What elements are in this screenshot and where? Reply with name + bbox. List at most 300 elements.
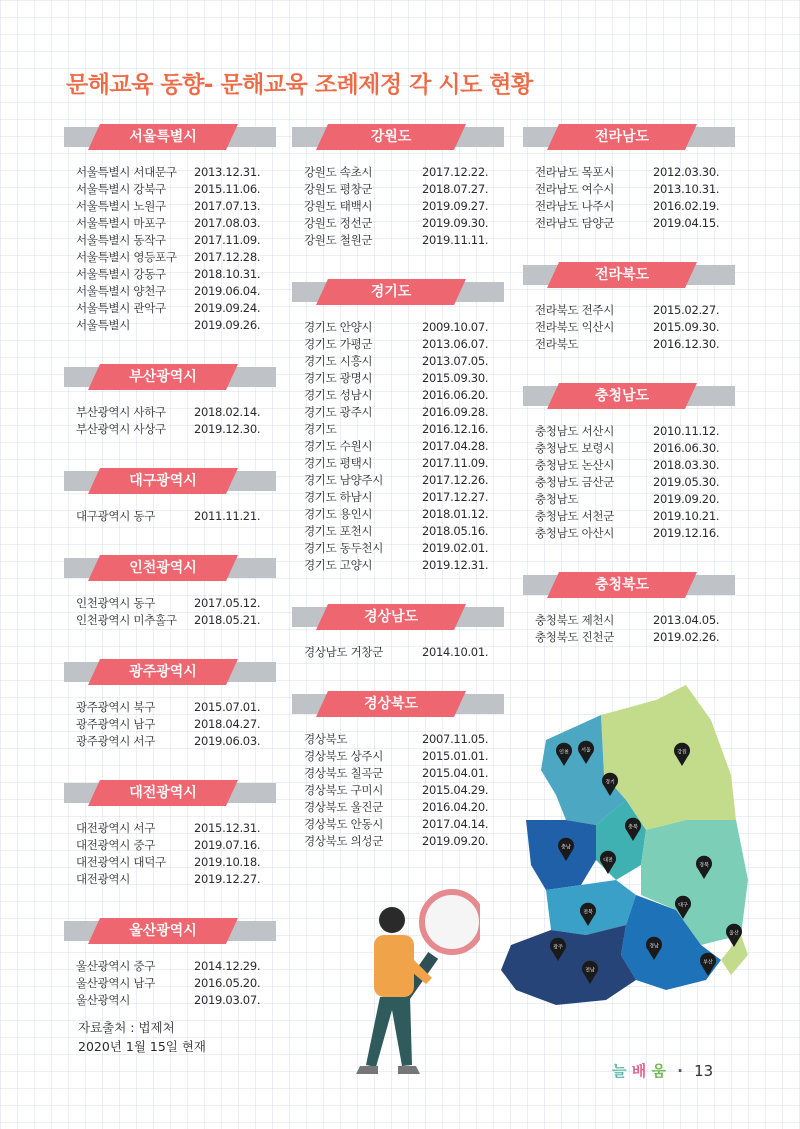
ordinance-date: 2016.06.20.: [422, 388, 489, 402]
ordinance-row: [304, 731, 504, 748]
ordinance-row: [535, 319, 735, 336]
ordinance-place: 강원도 평창군: [304, 182, 373, 196]
ordinance-date: 2015.09.30.: [422, 371, 489, 385]
ordinance-row: [304, 765, 504, 782]
region-name: 전라남도: [594, 129, 650, 145]
region-header: [523, 572, 735, 598]
source-line: 자료출처 : 법제처: [78, 1020, 175, 1035]
ordinance-place: 충청남도 서산시: [535, 424, 615, 438]
ordinance-row: [304, 232, 504, 249]
ordinance-date: 2013.10.31.: [653, 182, 720, 196]
ordinance-date: 2014.12.29.: [194, 959, 261, 973]
map-pin-label: 광주: [553, 944, 563, 951]
ordinance-place: 경기도 가평군: [304, 337, 373, 351]
ordinance-place: 경기도 동두천시: [304, 541, 384, 555]
ordinance-list: [64, 699, 276, 750]
region-column-2: [292, 124, 504, 850]
ordinance-row: [304, 319, 504, 336]
ordinance-date: 2015.07.01.: [194, 700, 261, 714]
ordinance-date: 2015.01.01.: [422, 749, 489, 763]
region-name: 인천광역시: [129, 560, 197, 576]
ordinance-date: 2018.04.27.: [194, 717, 261, 731]
ordinance-row: [76, 164, 276, 181]
ordinance-date: 2019.06.03.: [194, 734, 261, 748]
ordinance-date: 2019.05.30.: [653, 475, 720, 489]
ordinance-row: [304, 748, 504, 765]
ordinance-date: 2019.10.21.: [653, 509, 720, 523]
ordinance-row: [304, 540, 504, 557]
ordinance-list: [64, 164, 276, 334]
ordinance-place: 서울특별시 동작구: [76, 233, 166, 247]
ordinance-row: [304, 215, 504, 232]
ordinance-place: 경상북도 안동시: [304, 817, 384, 831]
ordinance-place: 강원도 태백시: [304, 199, 373, 213]
ordinance-row: [304, 198, 504, 215]
ordinance-list: [523, 302, 735, 353]
person-with-magnifier-illustration: [340, 880, 480, 1090]
ordinance-place: 강원도 정선군: [304, 216, 373, 230]
ordinance-place: 경상북도 상주시: [304, 749, 384, 763]
ordinance-row: [76, 992, 276, 1009]
ordinance-row: [535, 336, 735, 353]
ordinance-row: [76, 404, 276, 421]
ordinance-row: [304, 782, 504, 799]
region-header: [292, 604, 504, 630]
ordinance-row: [535, 181, 735, 198]
footer-brand-char-3: 움: [651, 1062, 666, 1080]
ordinance-place: 대전광역시: [76, 872, 131, 886]
ordinance-place: 경기도 평택시: [304, 456, 373, 470]
ordinance-place: 전라남도 담양군: [535, 216, 615, 230]
page-title: 문해교육 동향- 문해교육 조례제정 각 시도 현황: [66, 72, 533, 98]
person-head: [379, 907, 405, 933]
ordinance-list: [523, 164, 735, 232]
page-number: 13: [694, 1062, 714, 1080]
ordinance-place: 경기도 시흥시: [304, 354, 373, 368]
ordinance-place: 서울특별시 강북구: [76, 182, 166, 196]
ordinance-date: 2019.06.04.: [194, 284, 261, 298]
ordinance-row: [304, 370, 504, 387]
region-block: [523, 262, 735, 353]
ordinance-place: 인천광역시 미추홀구: [76, 613, 177, 627]
ordinance-place: 인천광역시 동구: [76, 596, 156, 610]
ordinance-date: 2018.10.31.: [194, 267, 261, 281]
ordinance-row: [535, 198, 735, 215]
region-header: [292, 691, 504, 717]
ordinance-place: 충청남도 서천군: [535, 509, 615, 523]
ordinance-row: [304, 353, 504, 370]
region-name: 광주광역시: [129, 664, 197, 680]
ordinance-place: 경기도 광주시: [304, 405, 373, 419]
map-pin-label: 부산: [703, 959, 713, 966]
ordinance-place: 서울특별시 영등포구: [76, 250, 177, 264]
region-name: 충청북도: [594, 577, 650, 593]
map-pin-label: 대전: [603, 857, 613, 864]
ordinance-row: [76, 283, 276, 300]
ordinance-list: [64, 404, 276, 438]
map-pin-label: 대구: [678, 902, 688, 909]
ordinance-date: 2018.01.12.: [422, 507, 489, 521]
ordinance-place: 충청남도: [535, 492, 579, 506]
ordinance-place: 경기도 남양주시: [304, 473, 384, 487]
korea-map: [486, 680, 766, 1020]
ordinance-date: 2017.12.27.: [422, 490, 489, 504]
ordinance-row: [76, 232, 276, 249]
ordinance-date: 2019.09.24.: [194, 301, 261, 315]
map-pin-label: 강원: [677, 749, 687, 756]
footer-brand-char-1: 늘: [612, 1062, 627, 1080]
ordinance-date: 2017.12.28.: [194, 250, 261, 264]
ordinance-place: 전라남도 나주시: [535, 199, 615, 213]
region-header: [64, 918, 276, 944]
ordinance-row: [304, 421, 504, 438]
region-block: [292, 604, 504, 661]
ordinance-date: 2016.09.28.: [422, 405, 489, 419]
ordinance-date: 2019.10.18.: [194, 855, 261, 869]
region-name: 울산광역시: [129, 923, 197, 939]
ordinance-row: [76, 699, 276, 716]
region-block: [64, 659, 276, 750]
ordinance-place: 경기도 하남시: [304, 490, 373, 504]
map-pin-label: 서울: [581, 747, 591, 754]
ordinance-date: 2019.09.26.: [194, 318, 261, 332]
region-block: [64, 780, 276, 888]
ordinance-row: [76, 958, 276, 975]
ordinance-row: [304, 387, 504, 404]
ordinance-place: 경기도 고양시: [304, 558, 373, 572]
ordinance-date: 2018.02.14.: [194, 405, 261, 419]
ordinance-list: [64, 958, 276, 1009]
ordinance-date: 2015.11.06.: [194, 182, 261, 196]
ordinance-place: 울산광역시 중구: [76, 959, 156, 973]
region-block: [64, 918, 276, 1009]
ordinance-place: 경상남도 거창군: [304, 645, 384, 659]
ordinance-place: 대구광역시 동구: [76, 509, 156, 523]
ordinance-place: 경기도 성남시: [304, 388, 373, 402]
map-pin-label: 경기: [605, 779, 615, 786]
region-block: [292, 691, 504, 850]
ordinance-row: [76, 215, 276, 232]
region-block: [64, 468, 276, 525]
ordinance-place: 광주광역시 북구: [76, 700, 156, 714]
ordinance-date: 2016.06.30.: [653, 441, 720, 455]
ordinance-row: [76, 975, 276, 992]
ordinance-place: 전라북도 전주시: [535, 303, 615, 317]
ordinance-row: [304, 455, 504, 472]
ordinance-date: 2012.03.30.: [653, 165, 720, 179]
map-pin-label: 충남: [561, 844, 571, 851]
region-header: [64, 659, 276, 685]
ordinance-date: 2016.04.20.: [422, 800, 489, 814]
ordinance-place: 충청남도 아산시: [535, 526, 615, 540]
ordinance-row: [76, 612, 276, 629]
ordinance-place: 대전광역시 중구: [76, 838, 156, 852]
ordinance-place: 부산광역시 사하구: [76, 405, 166, 419]
ordinance-row: [535, 629, 735, 646]
ordinance-row: [535, 215, 735, 232]
ordinance-date: 2010.11.12.: [653, 424, 720, 438]
ordinance-row: [76, 595, 276, 612]
ordinance-date: 2016.12.30.: [653, 337, 720, 351]
ordinance-row: [535, 457, 735, 474]
ordinance-date: 2016.12.16.: [422, 422, 489, 436]
ordinance-date: 2015.04.29.: [422, 783, 489, 797]
region-block: [292, 279, 504, 574]
ordinance-date: 2019.09.20.: [653, 492, 720, 506]
ordinance-place: 울산광역시 남구: [76, 976, 156, 990]
source-note: [78, 1018, 206, 1056]
page-footer: [612, 1060, 713, 1081]
map-pin-label: 경북: [699, 862, 709, 869]
ordinance-date: 2016.02.19.: [653, 199, 720, 213]
ordinance-place: 경기도 광명시: [304, 371, 373, 385]
ordinance-row: [304, 438, 504, 455]
ordinance-row: [304, 557, 504, 574]
map-pin-label: 충북: [628, 824, 638, 831]
ordinance-date: 2019.12.16.: [653, 526, 720, 540]
region-block: [523, 383, 735, 542]
region-name: 전라북도: [594, 267, 650, 283]
ordinance-place: 부산광역시 사상구: [76, 422, 166, 436]
ordinance-date: 2017.07.13.: [194, 199, 261, 213]
ordinance-date: 2015.09.30.: [653, 320, 720, 334]
map-pin-label: 인천: [559, 749, 569, 756]
region-block: [523, 572, 735, 646]
ordinance-date: 2016.05.20.: [194, 976, 261, 990]
ordinance-row: [76, 300, 276, 317]
ordinance-place: 대전광역시 대덕구: [76, 855, 166, 869]
ordinance-date: 2015.12.31.: [194, 821, 261, 835]
ordinance-place: 광주광역시 서구: [76, 734, 156, 748]
ordinance-list: [64, 508, 276, 525]
ordinance-date: 2017.12.22.: [422, 165, 489, 179]
region-header: [64, 780, 276, 806]
ordinance-row: [535, 440, 735, 457]
ordinance-place: 대전광역시 서구: [76, 821, 156, 835]
ordinance-place: 전라북도: [535, 337, 579, 351]
ordinance-place: 서울특별시 마포구: [76, 216, 166, 230]
region-header: [292, 279, 504, 305]
ordinance-date: 2019.09.20.: [422, 834, 489, 848]
ordinance-place: 충청남도 금산군: [535, 475, 615, 489]
ordinance-row: [304, 472, 504, 489]
region-block: [64, 555, 276, 629]
region-column-3: [523, 124, 735, 646]
ordinance-date: 2017.11.09.: [422, 456, 489, 470]
ordinance-row: [76, 820, 276, 837]
ordinance-place: 충청남도 논산시: [535, 458, 615, 472]
ordinance-row: [304, 506, 504, 523]
ordinance-date: 2011.11.21.: [194, 509, 261, 523]
ordinance-place: 강원도 철원군: [304, 233, 373, 247]
ordinance-row: [76, 854, 276, 871]
ordinance-row: [76, 508, 276, 525]
ordinance-place: 서울특별시 관악구: [76, 301, 166, 315]
ordinance-row: [76, 317, 276, 334]
ordinance-row: [76, 181, 276, 198]
map-pin-label: 전북: [583, 909, 593, 916]
ordinance-row: [535, 508, 735, 525]
region-header: [523, 262, 735, 288]
ordinance-place: 경기도: [304, 422, 337, 436]
ordinance-date: 2007.11.05.: [422, 732, 489, 746]
ordinance-place: 광주광역시 남구: [76, 717, 156, 731]
ordinance-row: [304, 523, 504, 540]
ordinance-date: 2019.07.16.: [194, 838, 261, 852]
ordinance-place: 경상북도: [304, 732, 348, 746]
map-pin-label: 울산: [729, 930, 739, 937]
ordinance-row: [304, 181, 504, 198]
ordinance-date: 2019.09.30.: [422, 216, 489, 230]
magnifier-lens: [422, 892, 480, 952]
region-name: 경기도: [370, 284, 412, 300]
ordinance-date: 2019.12.31.: [422, 558, 489, 572]
footer-brand-char-2: 배: [631, 1062, 647, 1080]
ordinance-date: 2018.03.30.: [653, 458, 720, 472]
map-pin-label: 전남: [585, 967, 595, 974]
ordinance-date: 2017.04.28.: [422, 439, 489, 453]
ordinance-date: 2017.11.09.: [194, 233, 261, 247]
ordinance-list: [64, 595, 276, 629]
region-header: [523, 124, 735, 150]
ordinance-place: 전라남도 여수시: [535, 182, 615, 196]
map-pin-label: 경남: [649, 943, 659, 950]
ordinance-date: 2015.02.27.: [653, 303, 720, 317]
ordinance-row: [535, 474, 735, 491]
ordinance-list: [292, 644, 504, 661]
ordinance-place: 서울특별시: [76, 318, 131, 332]
map-region-jeonnam: [501, 925, 636, 1005]
ordinance-place: 서울특별시 양천구: [76, 284, 166, 298]
region-name: 충청남도: [594, 388, 650, 404]
ordinance-date: 2018.07.27.: [422, 182, 489, 196]
ordinance-row: [76, 871, 276, 888]
region-block: [523, 124, 735, 232]
ordinance-row: [76, 837, 276, 854]
region-header: [64, 555, 276, 581]
ordinance-place: 경기도 안양시: [304, 320, 373, 334]
ordinance-date: 2009.10.07.: [422, 320, 489, 334]
ordinance-row: [535, 423, 735, 440]
ordinance-date: 2014.10.01.: [422, 645, 489, 659]
ordinance-row: [304, 489, 504, 506]
ordinance-place: 경기도 수원시: [304, 439, 373, 453]
region-name: 경상북도: [363, 696, 419, 712]
ordinance-date: 2019.02.01.: [422, 541, 489, 555]
ordinance-place: 경기도 포천시: [304, 524, 373, 538]
ordinance-row: [304, 404, 504, 421]
ordinance-row: [76, 266, 276, 283]
ordinance-row: [535, 612, 735, 629]
region-column-1: [64, 124, 276, 1009]
ordinance-date: 2019.12.30.: [194, 422, 261, 436]
ordinance-date: 2019.12.27.: [194, 872, 261, 886]
ordinance-date: 2018.05.21.: [194, 613, 261, 627]
ordinance-place: 경상북도 칠곡군: [304, 766, 384, 780]
ordinance-date: 2017.04.14.: [422, 817, 489, 831]
region-name: 경상남도: [363, 609, 419, 625]
ordinance-row: [304, 164, 504, 181]
region-header: [64, 468, 276, 494]
ordinance-date: 2013.04.05.: [653, 613, 720, 627]
ordinance-date: 2013.07.05.: [422, 354, 489, 368]
ordinance-list: [292, 319, 504, 574]
region-name: 대구광역시: [129, 473, 197, 489]
ordinance-place: 강원도 속초시: [304, 165, 373, 179]
ordinance-date: 2019.03.07.: [194, 993, 261, 1007]
region-block: [64, 124, 276, 334]
ordinance-place: 전라북도 익산시: [535, 320, 615, 334]
ordinance-place: 경기도 용인시: [304, 507, 373, 521]
ordinance-place: 전라남도 목포시: [535, 165, 615, 179]
ordinance-date: 2015.04.01.: [422, 766, 489, 780]
ordinance-row: [304, 816, 504, 833]
ordinance-row: [76, 421, 276, 438]
ordinance-row: [304, 833, 504, 850]
region-header: [64, 124, 276, 150]
ordinance-date: 2017.08.03.: [194, 216, 261, 230]
ordinance-date: 2013.06.07.: [422, 337, 489, 351]
region-header: [292, 124, 504, 150]
ordinance-row: [76, 249, 276, 266]
ordinance-place: 서울특별시 강동구: [76, 267, 166, 281]
ordinance-place: 서울특별시 노원구: [76, 199, 166, 213]
region-name: 대전광역시: [129, 785, 197, 801]
ordinance-row: [76, 716, 276, 733]
ordinance-row: [535, 164, 735, 181]
ordinance-row: [76, 198, 276, 215]
ordinance-row: [304, 336, 504, 353]
region-header: [523, 383, 735, 409]
ordinance-date: 2019.11.11.: [422, 233, 489, 247]
footer-dot: ·: [677, 1062, 683, 1080]
ordinance-list: [523, 612, 735, 646]
ordinance-date: 2019.02.26.: [653, 630, 720, 644]
ordinance-row: [76, 733, 276, 750]
ordinance-place: 충청북도 제천시: [535, 613, 615, 627]
ordinance-date: 2019.04.15.: [653, 216, 720, 230]
ordinance-date: 2018.05.16.: [422, 524, 489, 538]
region-name: 부산광역시: [129, 369, 197, 385]
ordinance-list: [292, 164, 504, 249]
ordinance-place: 경상북도 울진군: [304, 800, 384, 814]
ordinance-row: [304, 644, 504, 661]
ordinance-place: 경상북도 구미시: [304, 783, 384, 797]
ordinance-list: [292, 731, 504, 850]
ordinance-place: 서울특별시 서대문구: [76, 165, 177, 179]
ordinance-date: 2017.12.26.: [422, 473, 489, 487]
ordinance-row: [535, 491, 735, 508]
ordinance-row: [535, 525, 735, 542]
ordinance-place: 충청북도 진천군: [535, 630, 615, 644]
map-region-chungnam: [526, 820, 596, 890]
ordinance-row: [535, 302, 735, 319]
region-header: [64, 364, 276, 390]
region-block: [64, 364, 276, 438]
ordinance-date: 2013.12.31.: [194, 165, 261, 179]
region-name: 강원도: [370, 129, 412, 145]
ordinance-date: 2019.09.27.: [422, 199, 489, 213]
region-name: 서울특별시: [129, 129, 197, 145]
region-block: [292, 124, 504, 249]
ordinance-list: [64, 820, 276, 888]
ordinance-list: [523, 423, 735, 542]
ordinance-place: 경상북도 의성군: [304, 834, 384, 848]
ordinance-date: 2017.05.12.: [194, 596, 261, 610]
ordinance-place: 충청남도 보령시: [535, 441, 615, 455]
ordinance-place: 울산광역시: [76, 993, 131, 1007]
ordinance-row: [304, 799, 504, 816]
